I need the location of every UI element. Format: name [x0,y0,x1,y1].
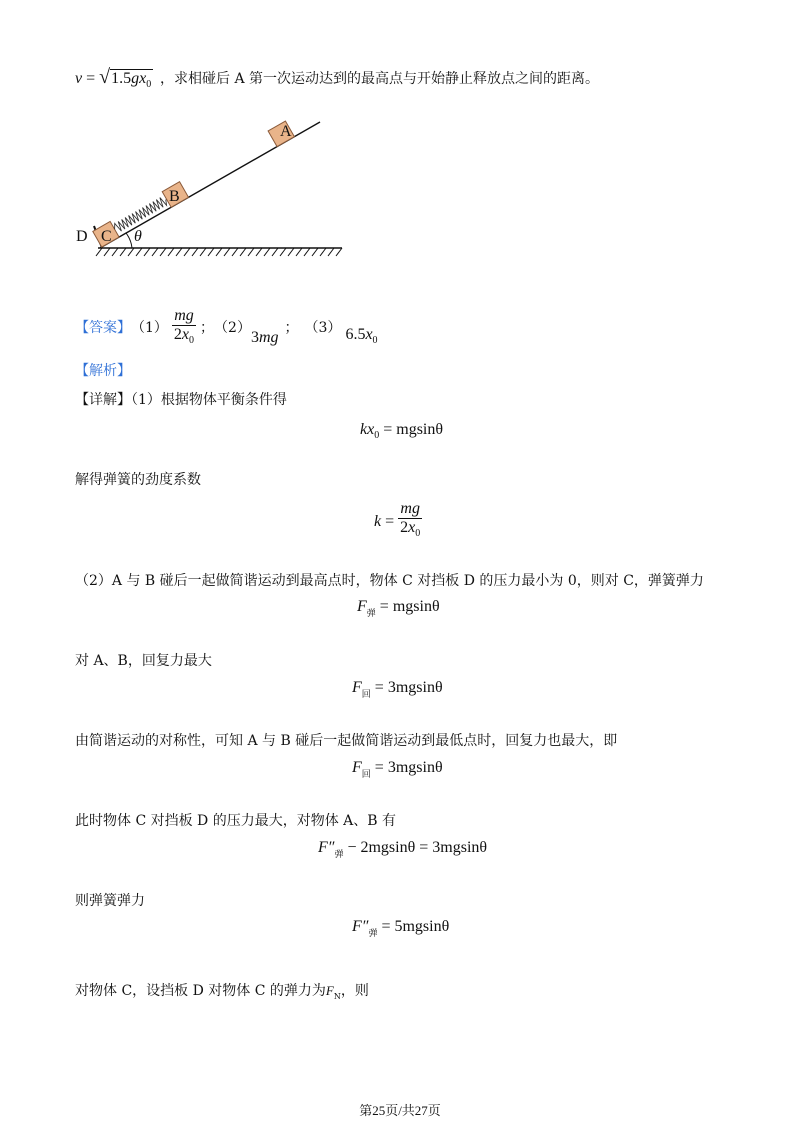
eq1-rhs: = mgsinθ [379,421,444,438]
answer-part1-fraction [172,307,196,350]
eq5-rhs: = 3mgsinθ [370,759,443,776]
answer-part1-den-coef: 2 [173,325,182,343]
eq6-sub: 弹 [334,850,344,860]
detail-line1-text: （1）根据物体平衡条件得 [131,392,287,408]
eq2-fraction [398,500,422,543]
label-c: C [101,228,112,245]
answer-row [75,306,378,350]
eq1-sub: 0 [374,430,380,441]
detail-line1 [75,391,287,409]
answer-part3-var: x [365,326,373,343]
answer-part2-value [251,329,279,347]
eq7-sub: 弹 [368,929,378,939]
page-footer: 第25页/共27页 [359,1103,441,1118]
formula-v: v [75,70,83,87]
label-a: A [280,123,292,140]
detail-line7: 则弹簧弹力 [75,893,145,909]
answer-tag: 【答案】 [75,320,131,336]
eq3-rhs: = mgsinθ [375,598,440,615]
eq6-rhs: − 2mgsinθ = 3mgsinθ [343,839,488,856]
ground-hatch [96,248,342,256]
angle-arc [126,233,132,248]
eq1-x: x [367,421,375,438]
line8-f: F [325,983,334,998]
answer-sep2: ； [284,320,299,336]
answer-part1-label: （1） [131,320,168,336]
equation-6 [318,839,487,860]
detail-line2: 解得弹簧的劲度系数 [75,472,201,488]
equation-7 [352,918,449,939]
eq7-rhs: = 5mgsinθ [377,918,450,935]
eq2-den-coef: 2 [400,519,409,536]
eq3-f: F [357,598,367,615]
detail-tag: 【详解】 [75,392,131,408]
detail-line8-a: 对物体 C，设挡板 D 对物体 C 的弹力为 [75,983,326,999]
answer-part1-den-x: x [181,325,190,343]
eq2-k: k [374,512,382,530]
analysis-tag: 【解析】 [75,363,131,379]
formula-eq: = [86,70,96,87]
formula-g: g [131,70,140,87]
eq1-k: k [360,421,368,438]
formula-coef: 1.5 [111,70,132,87]
detail-line8 [75,982,369,1006]
equation-4 [352,679,443,700]
answer-part3-label: （3） [304,320,342,336]
equation-5 [352,759,443,780]
label-d: D [76,228,88,245]
eq4-sub: 回 [361,690,371,700]
answer-part2-num: 3 [250,329,259,346]
formula-x: x [139,70,147,87]
top-formula [75,66,153,93]
eq5-f: F [352,759,362,776]
answer-part2-label: （2） [214,320,251,336]
eq2-numerator: mg [400,500,420,517]
eq2-eq: = [381,512,399,530]
label-theta: θ [134,228,142,245]
formula-sub: 0 [146,79,152,90]
sqrt-expression: $√1.5gx_0$ [99,66,153,93]
detail-line3: （2）A 与 B 碰后一起做简谐运动到最高点时，物体 C 对挡板 D 的压力最小为 0，则对 C，弹簧弹力 [75,573,704,589]
equation-1 [360,421,443,441]
eq2-den-sub: 0 [415,528,421,539]
equation-3 [357,598,440,619]
eq4-rhs: = 3mgsinθ [370,679,443,696]
detail-line6: 此时物体 C 对挡板 D 的压力最大，对物体 A、B 有 [75,813,397,829]
eq6-f: F″ [318,839,335,856]
answer-part1-den-sub: 0 [189,334,195,346]
eq4-f: F [352,679,362,696]
eq2-den-x: x [408,519,416,536]
detail-line8-b: ，则 [340,983,369,999]
incline-figure [70,108,350,258]
answer-part2-var: mg [258,329,279,346]
answer-part3-sub: 0 [372,335,378,346]
line8-sub: N [333,992,341,1001]
eq7-f: F″ [352,918,369,935]
eq3-sub: 弹 [366,609,376,619]
detail-line5: 由简谐运动的对称性，可知 A 与 B 碰后一起做简谐运动到最低点时，回复力也最大，即 [75,733,618,749]
answer-part3-num: 6.5 [345,326,366,343]
answer-sep1: ； [200,320,215,336]
detail-line4: 对 A、B，回复力最大 [75,653,212,669]
answer-part3-value [345,326,377,350]
equation-2 [374,500,422,543]
eq5-sub: 回 [361,770,371,780]
top-line-text: ，求相碰后 A 第一次运动达到的最高点与开始静止释放点之间的距离。 [160,71,600,87]
label-b: B [169,188,180,205]
answer-part1-numerator: mg [174,306,194,324]
